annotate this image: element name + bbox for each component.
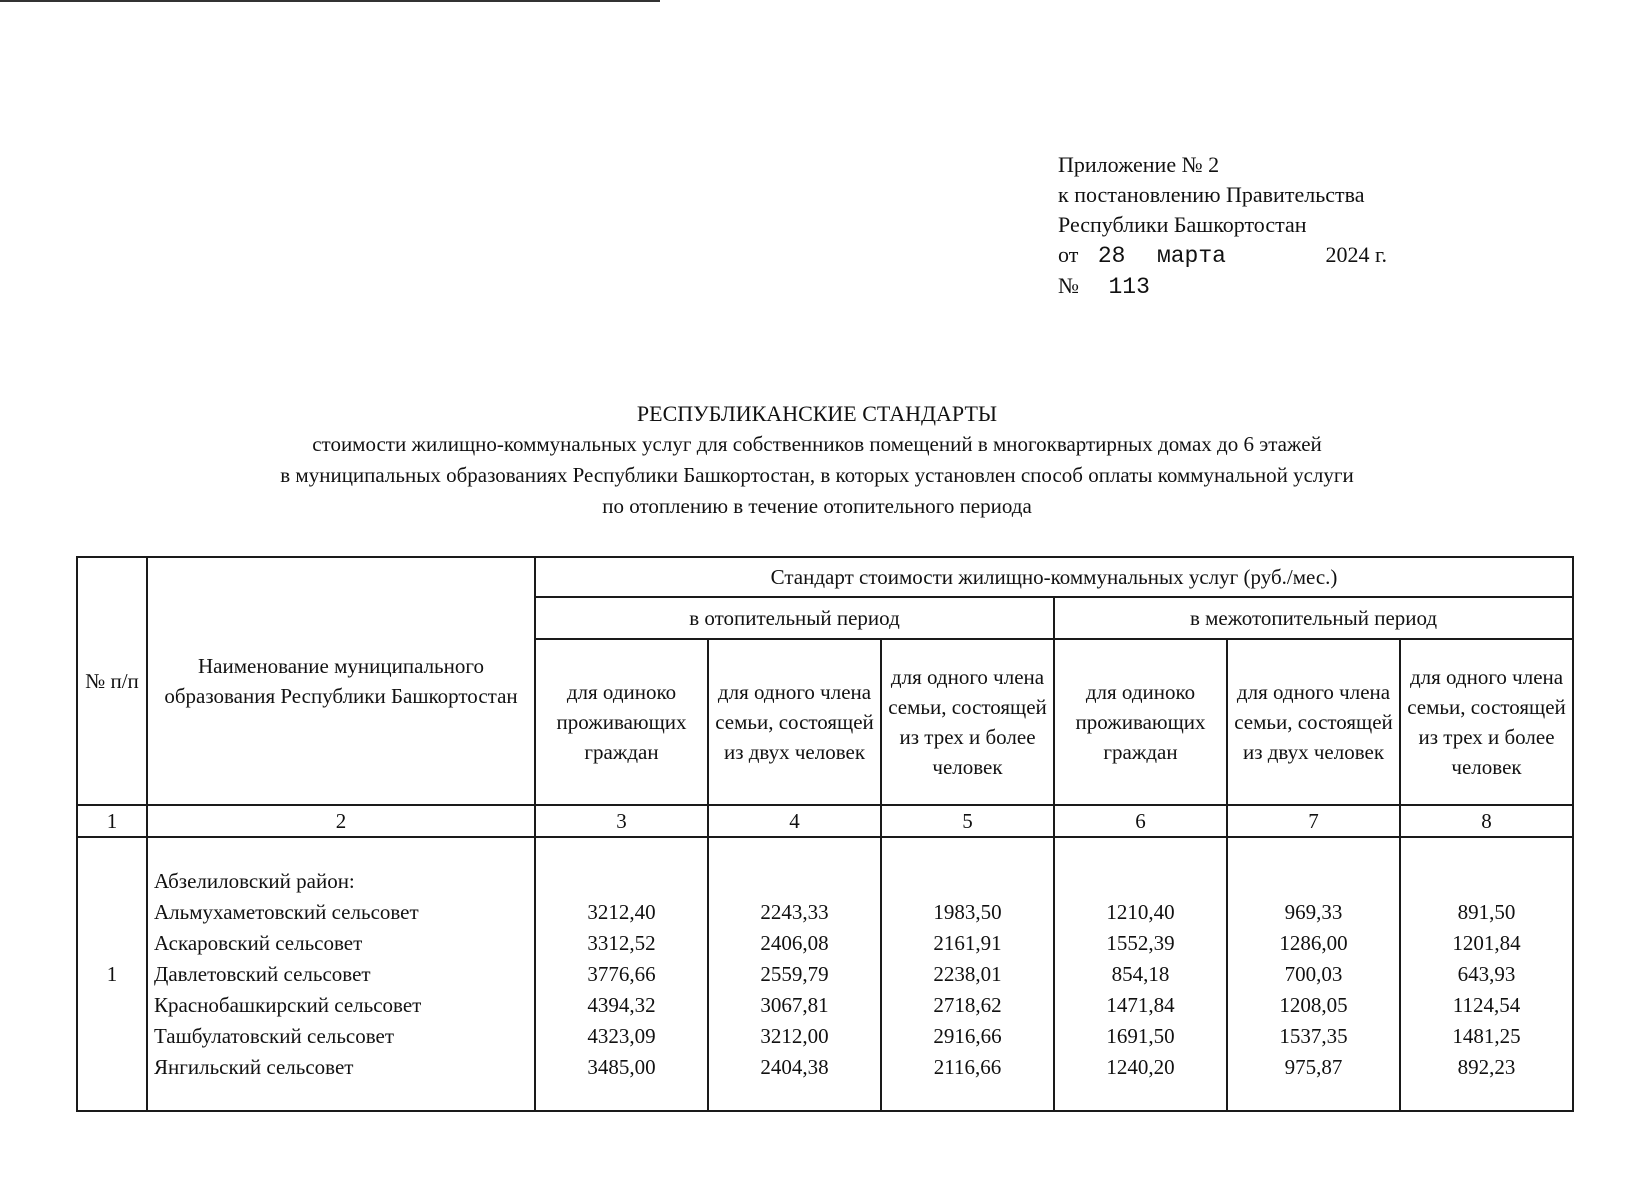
column-number: 5 <box>881 805 1054 837</box>
cell-value: 700,03 <box>1284 961 1343 986</box>
cell-value: 4323,09 <box>587 1023 656 1048</box>
cell-value: 2406,08 <box>760 930 829 955</box>
cell-value: 2718,62 <box>933 992 1002 1017</box>
values-non-heating-two <box>1227 837 1400 1111</box>
cell-value: 643,93 <box>1457 961 1516 986</box>
cell-value: 1552,39 <box>1106 930 1175 955</box>
header-non-heating-two: для одного члена семьи, состоящей из двух человек <box>1227 639 1400 805</box>
cell-value: 3067,81 <box>760 992 829 1017</box>
title-line-2: в муниципальных образованиях Республики Башкортостан, в которых установлен способ оплаты коммунальной услуги <box>280 463 1354 487</box>
header-heating-period: в отопительный период <box>535 597 1054 639</box>
column-number: 1 <box>77 805 147 837</box>
cell-value: 1481,25 <box>1452 1023 1521 1048</box>
cell-value: 3212,00 <box>760 1023 829 1048</box>
values-heating-three <box>881 837 1054 1111</box>
decree-number: 113 <box>1108 274 1150 300</box>
municipality-name: Аскаровский сельсовет <box>154 930 363 955</box>
appendix-block <box>1058 150 1387 302</box>
date-year: 2024 г. <box>1325 242 1387 267</box>
cell-value: 2559,79 <box>760 961 829 986</box>
cell-value: 1286,00 <box>1279 930 1348 955</box>
cell-value: 1983,50 <box>933 899 1002 924</box>
cell-value: 1240,20 <box>1106 1054 1175 1079</box>
cell-value: 2238,01 <box>933 961 1002 986</box>
cell-value: 1471,84 <box>1106 992 1175 1017</box>
municipality-name: Янгильский сельсовет <box>154 1054 354 1079</box>
document-title <box>0 398 1634 522</box>
cell-value: 3312,52 <box>587 930 656 955</box>
standards-table <box>76 556 1574 1112</box>
cell-value: 892,23 <box>1457 1054 1516 1079</box>
district-name: Абзелиловский район: <box>154 868 355 893</box>
header-non-heating-single: для одиноко проживающих граждан <box>1054 639 1227 805</box>
cell-value: 891,50 <box>1457 899 1516 924</box>
row-number: 1 <box>77 837 147 1111</box>
number-prefix: № <box>1058 273 1079 298</box>
appendix-line-2: к постановлению Правительства <box>1058 182 1365 207</box>
cell-value: 1201,84 <box>1452 930 1521 955</box>
header-heating-two: для одного члена семьи, состоящей из двух человек <box>708 639 881 805</box>
date-day: 28 <box>1097 243 1126 269</box>
top-rule <box>0 0 660 2</box>
cell-value: 2404,38 <box>760 1054 829 1079</box>
header-heating-single: для одиноко проживающих граждан <box>535 639 708 805</box>
cell-value: 1691,50 <box>1106 1023 1175 1048</box>
column-numbers-row <box>77 805 1573 837</box>
cell-value: 2116,66 <box>933 1054 1002 1079</box>
cell-value: 3485,00 <box>587 1054 656 1079</box>
cell-value: 969,33 <box>1284 899 1343 924</box>
header-non-heating-three: для одного члена семьи, состоящей из трех и более человек <box>1400 639 1573 805</box>
appendix-line-3: Республики Башкортостан <box>1058 212 1307 237</box>
cell-value: 4394,32 <box>587 992 656 1017</box>
cell-value: 2243,33 <box>760 899 829 924</box>
column-number: 3 <box>535 805 708 837</box>
column-number: 7 <box>1227 805 1400 837</box>
title-line-3: по отоплению в течение отопительного периода <box>602 494 1032 518</box>
cell-value: 1537,35 <box>1279 1023 1348 1048</box>
cell-value: 3776,66 <box>587 961 656 986</box>
cell-value: 1208,05 <box>1279 992 1348 1017</box>
appendix-number <box>1058 271 1387 302</box>
municipality-name: Альмухаметовский сельсовет <box>154 899 419 924</box>
header-standard: Стандарт стоимости жилищно-коммунальных услуг (руб./мес.) <box>535 557 1573 597</box>
column-number: 2 <box>147 805 535 837</box>
column-number: 4 <box>708 805 881 837</box>
cell-value: 1210,40 <box>1106 899 1175 924</box>
cell-value: 2161,91 <box>933 930 1002 955</box>
cell-value: 1124,54 <box>1452 992 1521 1017</box>
municipality-names <box>147 837 535 1111</box>
header-name: Наименование муниципального образования Республики Башкортостан <box>147 557 535 805</box>
values-heating-two <box>708 837 881 1111</box>
values-non-heating-single <box>1054 837 1227 1111</box>
appendix-line-1: Приложение № 2 <box>1058 152 1220 177</box>
values-non-heating-three <box>1400 837 1573 1111</box>
municipality-name: Краснобашкирский сельсовет <box>154 992 422 1017</box>
appendix-date <box>1058 240 1387 271</box>
title-line-1: стоимости жилищно-коммунальных услуг для собственников помещений в многоквартирных домах до 6 этажей <box>312 432 1322 456</box>
table-row-district <box>77 837 1573 1111</box>
column-number: 8 <box>1400 805 1573 837</box>
header-num: № п/п <box>77 557 147 805</box>
cell-value: 2916,66 <box>933 1023 1002 1048</box>
date-month: марта <box>1156 243 1226 269</box>
header-non-heating-period: в межотопительный период <box>1054 597 1573 639</box>
cell-value: 975,87 <box>1284 1054 1343 1079</box>
header-heating-three: для одного члена семьи, состоящей из трех и более человек <box>881 639 1054 805</box>
municipality-name: Давлетовский сельсовет <box>154 961 371 986</box>
column-number: 6 <box>1054 805 1227 837</box>
title-main: РЕСПУБЛИКАНСКИЕ СТАНДАРТЫ <box>636 401 998 426</box>
cell-value: 854,18 <box>1111 961 1170 986</box>
values-heating-single <box>535 837 708 1111</box>
municipality-name: Ташбулатовский сельсовет <box>154 1023 395 1048</box>
date-prefix: от <box>1058 242 1079 267</box>
cell-value: 3212,40 <box>587 899 656 924</box>
